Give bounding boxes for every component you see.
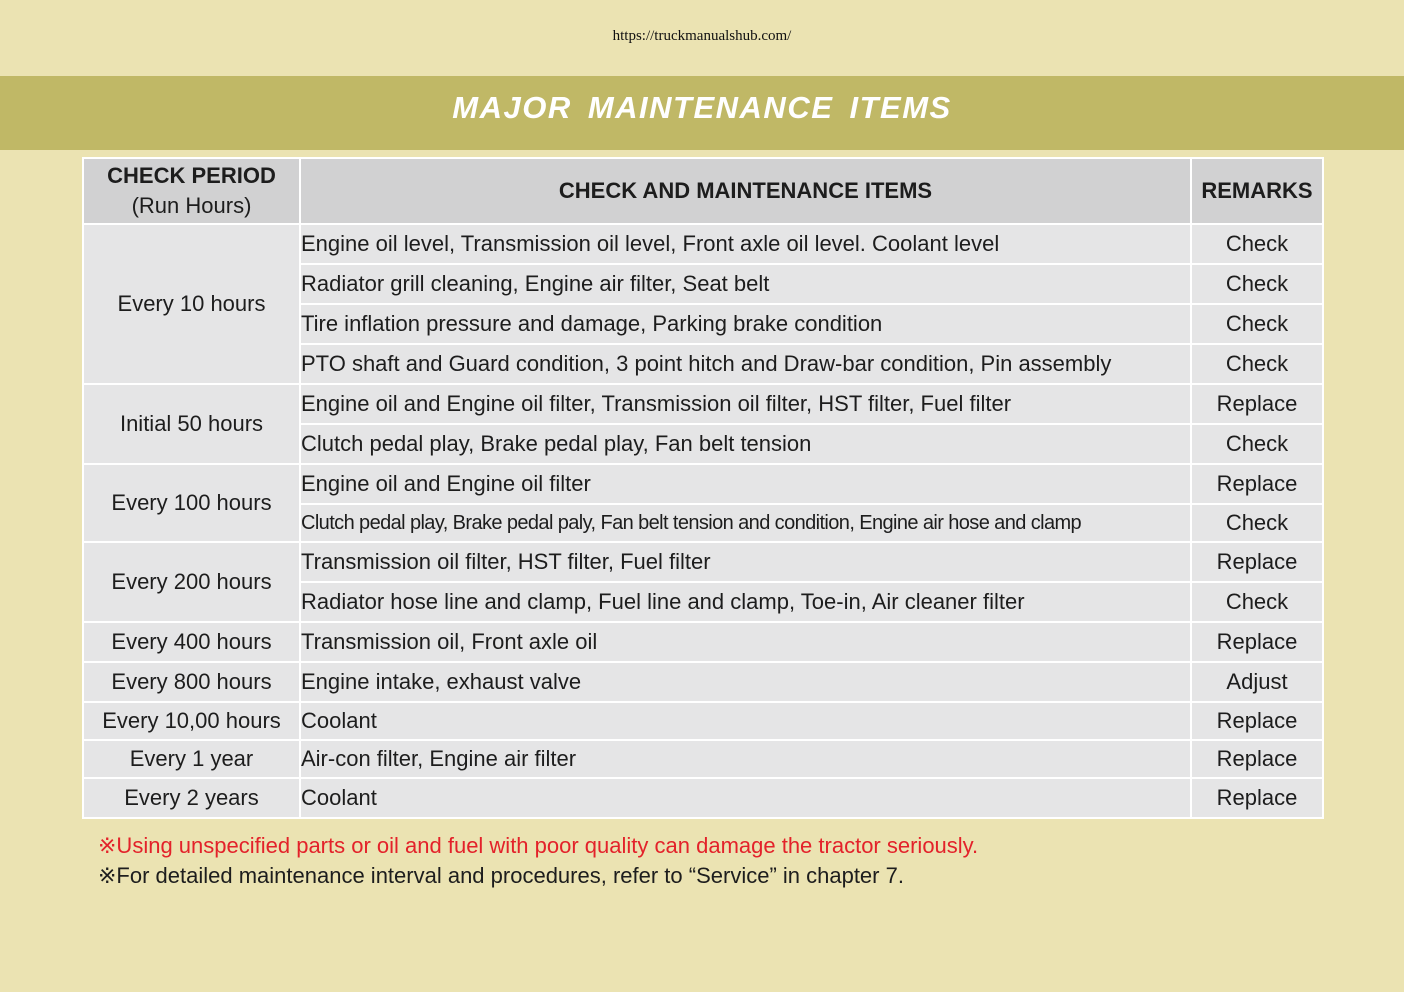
table-row xyxy=(83,224,1323,264)
maintenance-item-cell: Coolant xyxy=(300,778,1191,818)
maintenance-item-cell: Coolant xyxy=(300,702,1191,740)
maintenance-item-cell: Transmission oil, Front axle oil xyxy=(300,622,1191,662)
remark-cell: Replace xyxy=(1191,778,1323,818)
maintenance-table xyxy=(82,157,1324,819)
maintenance-item-cell: Air-con filter, Engine air filter xyxy=(300,740,1191,778)
maintenance-item-cell: Engine oil level, Transmission oil level, Front axle oil level. Coolant level xyxy=(300,224,1191,264)
check-period-cell: Every 100 hours xyxy=(83,464,300,542)
remark-cell: Replace xyxy=(1191,622,1323,662)
table-row xyxy=(83,778,1323,818)
table-row xyxy=(83,740,1323,778)
table-body xyxy=(83,224,1323,818)
remark-cell: Check xyxy=(1191,264,1323,304)
table-row xyxy=(83,662,1323,702)
maintenance-item-cell: Tire inflation pressure and damage, Parking brake condition xyxy=(300,304,1191,344)
info-note: ※For detailed maintenance interval and procedures, refer to “Service” in chapter 7. xyxy=(98,863,904,888)
table-row xyxy=(83,542,1323,582)
remark-cell: Check xyxy=(1191,344,1323,384)
maintenance-item-cell: Clutch pedal play, Brake pedal play, Fan belt tension xyxy=(300,424,1191,464)
maintenance-item-cell: Engine intake, exhaust valve xyxy=(300,662,1191,702)
remark-cell: Check xyxy=(1191,304,1323,344)
check-period-cell: Every 2 years xyxy=(83,778,300,818)
check-period-cell: Every 200 hours xyxy=(83,542,300,622)
remark-cell: Replace xyxy=(1191,384,1323,424)
remark-cell: Check xyxy=(1191,424,1323,464)
maintenance-item-cell: PTO shaft and Guard condition, 3 point hitch and Draw-bar condition, Pin assembly xyxy=(300,344,1191,384)
remark-cell: Replace xyxy=(1191,542,1323,582)
header-remarks: REMARKS xyxy=(1191,158,1323,224)
check-period-cell: Every 800 hours xyxy=(83,662,300,702)
check-period-cell: Every 10 hours xyxy=(83,224,300,384)
check-period-cell: Every 400 hours xyxy=(83,622,300,662)
table-row xyxy=(83,702,1323,740)
table-row xyxy=(83,464,1323,504)
table-row xyxy=(83,622,1323,662)
page-title: MAJOR MAINTENANCE ITEMS xyxy=(452,90,952,125)
remark-cell: Replace xyxy=(1191,464,1323,504)
header-check-items: CHECK AND MAINTENANCE ITEMS xyxy=(300,158,1191,224)
maintenance-item-cell: Engine oil and Engine oil filter xyxy=(300,464,1191,504)
remark-cell: Replace xyxy=(1191,702,1323,740)
remark-cell: Check xyxy=(1191,582,1323,622)
header-run-hours-label: (Run Hours) xyxy=(131,193,252,218)
table-row xyxy=(83,384,1323,424)
site-url: https://truckmanualshub.com/ xyxy=(612,28,792,44)
header-check-period-label: CHECK PERIOD xyxy=(107,163,276,188)
table-header-row xyxy=(83,158,1323,224)
remark-cell: Replace xyxy=(1191,740,1323,778)
remark-cell: Check xyxy=(1191,504,1323,542)
maintenance-item-cell: Engine oil and Engine oil filter, Transmission oil filter, HST filter, Fuel filter xyxy=(300,384,1191,424)
check-period-cell: Every 1 year xyxy=(83,740,300,778)
check-period-cell: Initial 50 hours xyxy=(83,384,300,464)
check-period-cell: Every 10,00 hours xyxy=(83,702,300,740)
remark-cell: Adjust xyxy=(1191,662,1323,702)
maintenance-item-cell: Radiator hose line and clamp, Fuel line and clamp, Toe-in, Air cleaner filter xyxy=(300,582,1191,622)
maintenance-item-cell: Clutch pedal play, Brake pedal paly, Fan belt tension and condition, Engine air hose and clamp xyxy=(300,504,1191,542)
maintenance-item-cell: Radiator grill cleaning, Engine air filter, Seat belt xyxy=(300,264,1191,304)
maintenance-item-cell: Transmission oil filter, HST filter, Fuel filter xyxy=(300,542,1191,582)
remark-cell: Check xyxy=(1191,224,1323,264)
header-check-period xyxy=(83,158,300,224)
warning-note: ※Using unspecified parts or oil and fuel with poor quality can damage the tractor seriously. xyxy=(98,833,979,858)
